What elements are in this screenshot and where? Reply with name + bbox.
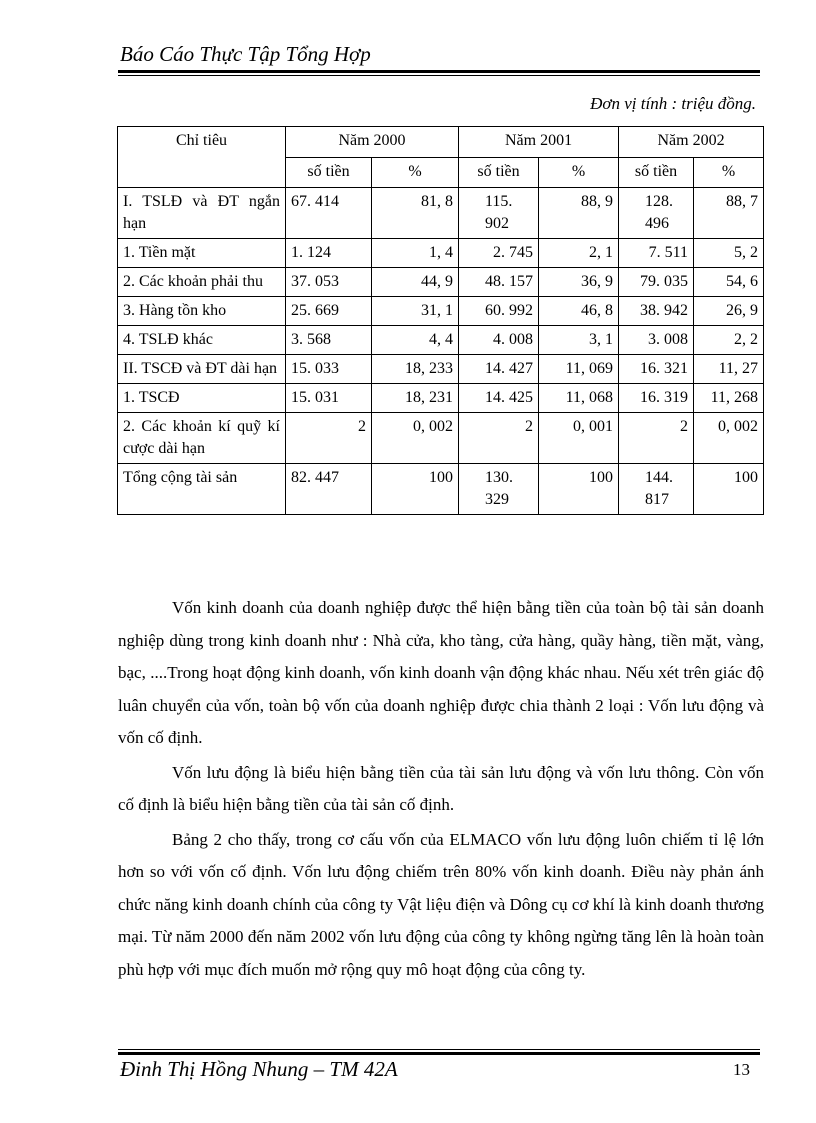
subheader-percent: %: [539, 157, 619, 188]
row-label: 2. Các khoản kí quỹ kí cược dài hạn: [118, 413, 286, 464]
row-label: 1. Tiền mặt: [118, 239, 286, 268]
amount-cell: 3. 008: [619, 326, 694, 355]
amount-cell: 2: [619, 413, 694, 464]
table-row: [118, 326, 764, 355]
percent-cell: 2, 2: [694, 326, 764, 355]
percent-cell: 18, 233: [372, 355, 459, 384]
percent-cell: 100: [539, 464, 619, 515]
amount-cell: 25. 669: [286, 297, 372, 326]
percent-cell: 0, 002: [372, 413, 459, 464]
amount-cell: 16. 319: [619, 384, 694, 413]
percent-cell: 54, 6: [694, 268, 764, 297]
amount-cell: 115. 902: [459, 188, 539, 239]
percent-cell: 11, 068: [539, 384, 619, 413]
page-header-title: Báo Cáo Thực Tập Tổng Hợp: [120, 42, 371, 66]
footer-rule-thin: [118, 1049, 760, 1050]
column-header-year: Năm 2000: [286, 127, 459, 158]
percent-cell: 36, 9: [539, 268, 619, 297]
percent-cell: 88, 7: [694, 188, 764, 239]
percent-cell: 100: [694, 464, 764, 515]
percent-cell: 18, 231: [372, 384, 459, 413]
amount-cell: 128. 496: [619, 188, 694, 239]
percent-cell: 44, 9: [372, 268, 459, 297]
row-label: Tổng cộng tài sản: [118, 464, 286, 515]
amount-cell: 15. 031: [286, 384, 372, 413]
subheader-amount: số tiền: [619, 157, 694, 188]
amount-cell: 16. 321: [619, 355, 694, 384]
capital-structure-table: [117, 126, 764, 515]
amount-cell: 14. 427: [459, 355, 539, 384]
footer-author: Đinh Thị Hồng Nhung – TM 42A: [120, 1057, 398, 1081]
table-row: [118, 355, 764, 384]
table-row: [118, 268, 764, 297]
amount-cell: 82. 447: [286, 464, 372, 515]
amount-cell: 4. 008: [459, 326, 539, 355]
row-label: I. TSLĐ và ĐT ngắn hạn: [118, 188, 286, 239]
percent-cell: 0, 001: [539, 413, 619, 464]
table-row: [118, 464, 764, 515]
amount-cell: 2: [459, 413, 539, 464]
percent-cell: 2, 1: [539, 239, 619, 268]
table-row: [118, 239, 764, 268]
amount-cell: 1. 124: [286, 239, 372, 268]
amount-cell: 37. 053: [286, 268, 372, 297]
row-label: 3. Hàng tồn kho: [118, 297, 286, 326]
amount-cell: 130. 329: [459, 464, 539, 515]
page-number: 13: [733, 1060, 750, 1079]
footer-rule: [118, 1052, 760, 1055]
paragraph: Vốn lưu động là biểu hiện bằng tiền của tài sản lưu động và vốn lưu thông. Còn vốn cố định là biểu hiện bằng tiền của tài sản cố định.: [118, 762, 764, 814]
percent-cell: 4, 4: [372, 326, 459, 355]
percent-cell: 1, 4: [372, 239, 459, 268]
subheader-amount: số tiền: [286, 157, 372, 188]
percent-cell: 11, 268: [694, 384, 764, 413]
column-header-year: Năm 2001: [459, 127, 619, 158]
header-rule: [118, 70, 760, 73]
table-row: [118, 384, 764, 413]
percent-cell: 88, 9: [539, 188, 619, 239]
subheader-percent: %: [372, 157, 459, 188]
amount-cell: 2. 745: [459, 239, 539, 268]
percent-cell: 11, 069: [539, 355, 619, 384]
row-label: 4. TSLĐ khác: [118, 326, 286, 355]
paragraph: Vốn kinh doanh của doanh nghiệp được thể hiện bằng tiền của toàn bộ tài sản doanh nghiệp dùng trong kinh doanh như : Nhà cửa, kho tàng, cửa hàng, quầy hàng, tiền mặt, vàng, bạc, ....Trong hoạt động kinh doanh, vốn kinh doanh vận động khác nhau. Nếu xét trên giác độ luân chuyển của vốn, toàn bộ vốn của doanh nghiệp được chia thành 2 loại : Vốn lưu động và vốn cố định.: [118, 598, 764, 747]
row-label: II. TSCĐ và ĐT dài hạn: [118, 355, 286, 384]
amount-cell: 144. 817: [619, 464, 694, 515]
table-row: [118, 413, 764, 464]
table-row: [118, 188, 764, 239]
amount-cell: 38. 942: [619, 297, 694, 326]
amount-cell: 60. 992: [459, 297, 539, 326]
amount-cell: 15. 033: [286, 355, 372, 384]
percent-cell: 31, 1: [372, 297, 459, 326]
percent-cell: 26, 9: [694, 297, 764, 326]
amount-cell: 48. 157: [459, 268, 539, 297]
row-label: 2. Các khoản phải thu: [118, 268, 286, 297]
percent-cell: 0, 002: [694, 413, 764, 464]
percent-cell: 3, 1: [539, 326, 619, 355]
table-header-row: [118, 127, 764, 158]
amount-cell: 79. 035: [619, 268, 694, 297]
percent-cell: 11, 27: [694, 355, 764, 384]
table-row: [118, 297, 764, 326]
body-text: [118, 592, 764, 988]
row-label: 1. TSCĐ: [118, 384, 286, 413]
amount-cell: 14. 425: [459, 384, 539, 413]
amount-cell: 2: [286, 413, 372, 464]
percent-cell: 5, 2: [694, 239, 764, 268]
amount-cell: 7. 511: [619, 239, 694, 268]
percent-cell: 100: [372, 464, 459, 515]
unit-note: Đơn vị tính : triệu đồng.: [590, 94, 756, 113]
paragraph: Bảng 2 cho thấy, trong cơ cấu vốn của ELMACO vốn lưu động luôn chiếm tỉ lệ lớn hơn so với vốn cố định. Vốn lưu động chiếm trên 80% vốn kinh doanh. Điều này phản ánh chức năng kinh doanh chính của công ty Vật liệu điện và Dông cụ cơ khí là kinh doanh thương mại. Từ năm 2000 đến năm 2002 vốn lưu động của công ty không ngừng tăng lên là hoàn toàn phù hợp với mục đích muốn mở rộng quy mô hoạt động của công ty.: [118, 829, 764, 979]
subheader-percent: %: [694, 157, 764, 188]
percent-cell: 81, 8: [372, 188, 459, 239]
column-header-label: Chỉ tiêu: [118, 127, 286, 188]
subheader-amount: số tiền: [459, 157, 539, 188]
header-rule-thin: [118, 75, 760, 76]
amount-cell: 67. 414: [286, 188, 372, 239]
percent-cell: 46, 8: [539, 297, 619, 326]
amount-cell: 3. 568: [286, 326, 372, 355]
column-header-year: Năm 2002: [619, 127, 764, 158]
